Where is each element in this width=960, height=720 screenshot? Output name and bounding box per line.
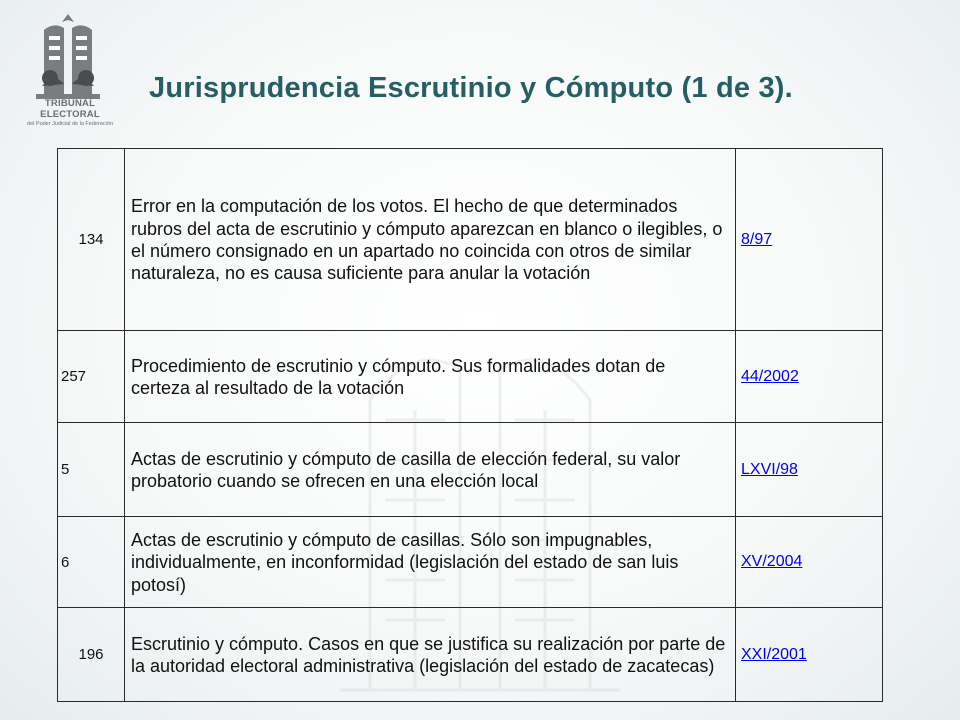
logo-caption [16,98,124,127]
thesis-description: Error en la computación de los votos. El hecho de que determinados rubros del acta de escrutinio y cómputo aparezcan en blanco o ilegibles, o el número consignado en un apartado no coincida con otros de similar naturaleza, no es causa suficiente para anular la votación [125,149,736,331]
table-row [58,517,883,608]
table-row [58,608,883,702]
thesis-reference-cell [736,517,883,608]
logo-line-2: del Poder Judicial de la Federación [27,121,113,127]
page-title: Jurisprudencia Escrutinio y Cómputo (1 de 3). [149,72,793,104]
thesis-reference-link[interactable]: LXVI/98 [741,460,798,478]
thesis-number: 257 [58,331,125,423]
table-row [58,149,883,331]
thesis-number: 134 [58,149,125,331]
thesis-reference-cell [736,149,883,331]
thesis-number: 5 [58,423,125,517]
thesis-reference-cell [736,608,883,702]
thesis-reference-link[interactable]: XV/2004 [741,553,803,570]
jurisprudence-table [57,148,883,702]
thesis-reference-cell [736,423,883,517]
thesis-reference-link[interactable]: XXI/2001 [741,645,807,663]
thesis-description: Actas de escrutinio y cómputo de casillas. Sólo son impugnables, individualmente, en inconformidad (legislación del estado de san luis potosí) [125,517,736,608]
thesis-number: 6 [58,517,125,608]
thesis-description: Actas de escrutinio y cómputo de casilla de elección federal, su valor probatorio cuando se ofrecen en una elección local [125,423,736,517]
thesis-reference-link[interactable]: 8/97 [741,230,773,248]
thesis-reference-link[interactable]: 44/2002 [741,367,799,385]
table-row [58,331,883,423]
thesis-description: Procedimiento de escrutinio y cómputo. Sus formalidades dotan de certeza al resultado de la votación [125,331,736,423]
logo-line-1: TRIBUNAL ELECTORAL [40,98,100,120]
table-row [58,423,883,517]
thesis-description: Escrutinio y cómputo. Casos en que se justifica su realización por parte de la autoridad electoral administrativa (legislación del estado de zacatecas) [125,608,736,702]
thesis-reference-cell [736,331,883,423]
thesis-number: 196 [58,608,125,702]
